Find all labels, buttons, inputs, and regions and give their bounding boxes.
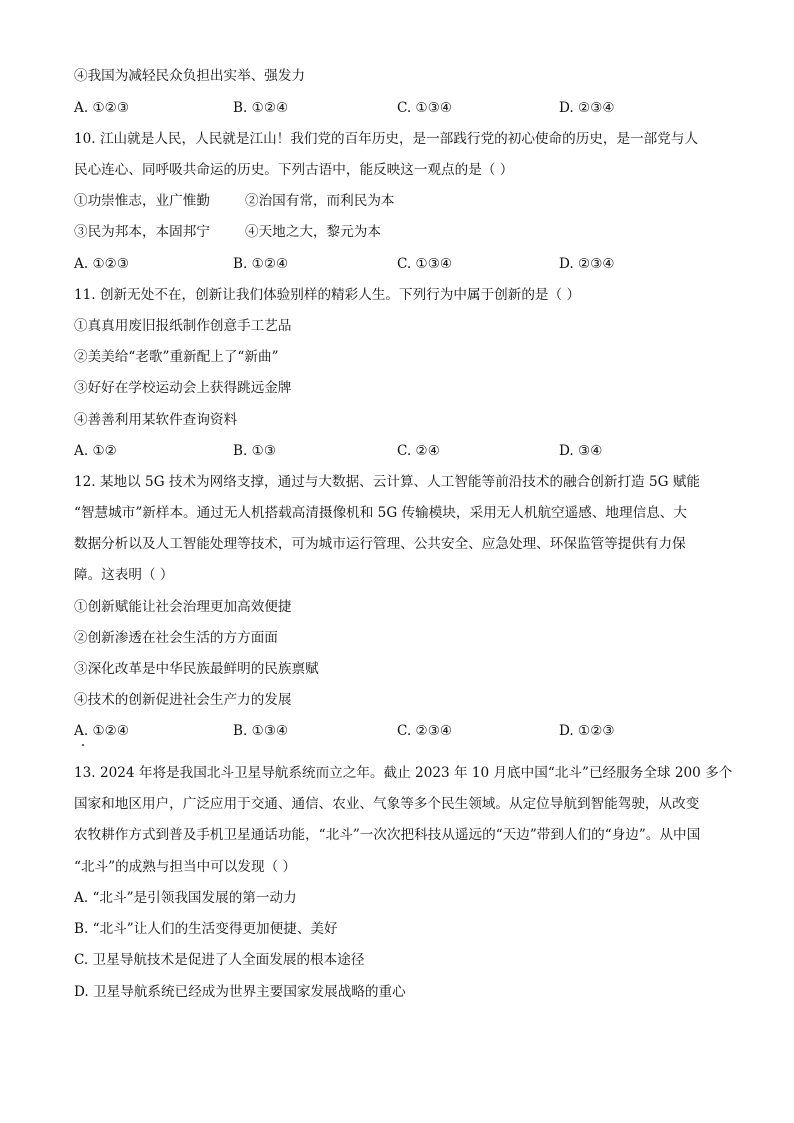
q11-item-1: ①真真用废旧报纸制作创意手工艺品 xyxy=(74,318,292,334)
q10-option-a[interactable]: A. ①②③ xyxy=(74,256,130,272)
q10-option-d[interactable]: D. ②③④ xyxy=(559,256,615,272)
q9-option-b[interactable]: B. ①②④ xyxy=(233,100,289,116)
q13-option-b[interactable]: B. “北斗”让人们的生活变得更加便捷、美好 xyxy=(74,921,338,937)
stray-dot-mark xyxy=(82,744,84,746)
q11-item-4: ④善善利用某软件查询资料 xyxy=(74,412,238,428)
q13-stem-line-2: 国家和地区用户，广泛应用于交通、通信、农业、气象等多个民生领域。从定位导航到智能驾驶，从改变 xyxy=(74,796,700,812)
q10-item-2: ②治国有常，而利民为本 xyxy=(245,193,395,209)
q12-item-3: ③深化改革是中华民族最鲜明的民族禀赋 xyxy=(74,661,319,677)
q12-option-a[interactable]: A. ①②④ xyxy=(74,723,130,739)
q13-stem-line-1: 13. 2024 年将是我国北斗卫星导航系统而立之年。截止 2023 年 10 月底中国“北斗”已经服务全球 200 多个 xyxy=(74,765,733,781)
q10-item-3: ③民为邦本，本固邦宁 xyxy=(74,224,210,240)
q13-option-c[interactable]: C. 卫星导航技术是促进了人全面发展的根本途径 xyxy=(74,952,365,968)
q13-stem-line-3: 农牧耕作方式到普及手机卫星通话功能，“北斗”一次次把科技从遥远的“天边”带到人们的“身边”。从中国 xyxy=(74,827,701,843)
q10-items-row-1 xyxy=(74,192,734,210)
q10-item-4: ④天地之大，黎元为本 xyxy=(245,224,381,240)
q12-item-2: ②创新渗透在社会生活的方方面面 xyxy=(74,630,278,646)
q11-item-3: ③好好在学校运动会上获得跳远金牌 xyxy=(74,380,292,396)
q10-stem-line-2: 民心连心、同呼吸共命运的历史。下列古语中，能反映这一观点的是（ ） xyxy=(74,162,514,178)
q9-options xyxy=(74,99,734,117)
q12-stem-line-2: “智慧城市”新样本。通过无人机搭载高清摄像机和 5G 传输模块，采用无人机航空遥感、地理信息、大 xyxy=(74,505,687,521)
q10-options xyxy=(74,255,734,273)
q12-option-d[interactable]: D. ①②③ xyxy=(559,723,615,739)
q12-option-c[interactable]: C. ②③④ xyxy=(397,723,453,739)
q10-option-c[interactable]: C. ①③④ xyxy=(397,256,453,272)
q10-items-row-2 xyxy=(74,223,734,241)
q11-option-b[interactable]: B. ①③ xyxy=(233,443,277,459)
q13-stem-line-4: “北斗”的成熟与担当中可以发现（ ） xyxy=(74,859,297,875)
q13-option-a[interactable]: A. “北斗”是引领我国发展的第一动力 xyxy=(74,890,297,906)
q10-item-1: ①功崇惟志，业广惟勤 xyxy=(74,193,210,209)
q12-stem-line-3: 数据分析以及人工智能处理等技术，可为城市运行管理、公共安全、应急处理、环保监管等提供有力保 xyxy=(74,536,686,552)
q10-stem-line-1: 10. 江山就是人民，人民就是江山！我们党的百年历史，是一部践行党的初心使命的历史，是一部党与人 xyxy=(74,131,699,147)
q11-stem: 11. 创新无处不在，创新让我们体验别样的精彩人生。下列行为中属于创新的是（ ） xyxy=(74,287,581,303)
q11-item-2: ②美美给“老歌”重新配上了“新曲” xyxy=(74,349,279,365)
q11-option-c[interactable]: C. ②④ xyxy=(397,443,440,459)
q12-item-1: ①创新赋能让社会治理更加高效便捷 xyxy=(74,599,292,615)
q12-stem-line-1: 12. 某地以 5G 技术为网络支撑，通过与大数据、云计算、人工智能等前沿技术的融合创新打造 5G 赋能 xyxy=(74,474,700,490)
q9-option-a[interactable]: A. ①②③ xyxy=(74,100,130,116)
q9-option-d[interactable]: D. ②③④ xyxy=(559,100,615,116)
q9-option-c[interactable]: C. ①③④ xyxy=(397,100,453,116)
q11-options xyxy=(74,442,734,460)
q12-item-4: ④技术的创新促进社会生产力的发展 xyxy=(74,692,292,708)
q11-option-d[interactable]: D. ③④ xyxy=(559,443,603,459)
q13-option-d[interactable]: D. 卫星导航系统已经成为世界主要国家发展战略的重心 xyxy=(74,984,406,1000)
q12-option-b[interactable]: B. ①③④ xyxy=(233,723,289,739)
q12-stem-line-4: 障。这表明（ ） xyxy=(74,567,174,583)
q12-options xyxy=(74,722,734,740)
q10-option-b[interactable]: B. ①②④ xyxy=(233,256,289,272)
q9-item-4: ④我国为减轻民众负担出实举、强发力 xyxy=(74,68,306,84)
q11-option-a[interactable]: A. ①② xyxy=(74,443,117,459)
